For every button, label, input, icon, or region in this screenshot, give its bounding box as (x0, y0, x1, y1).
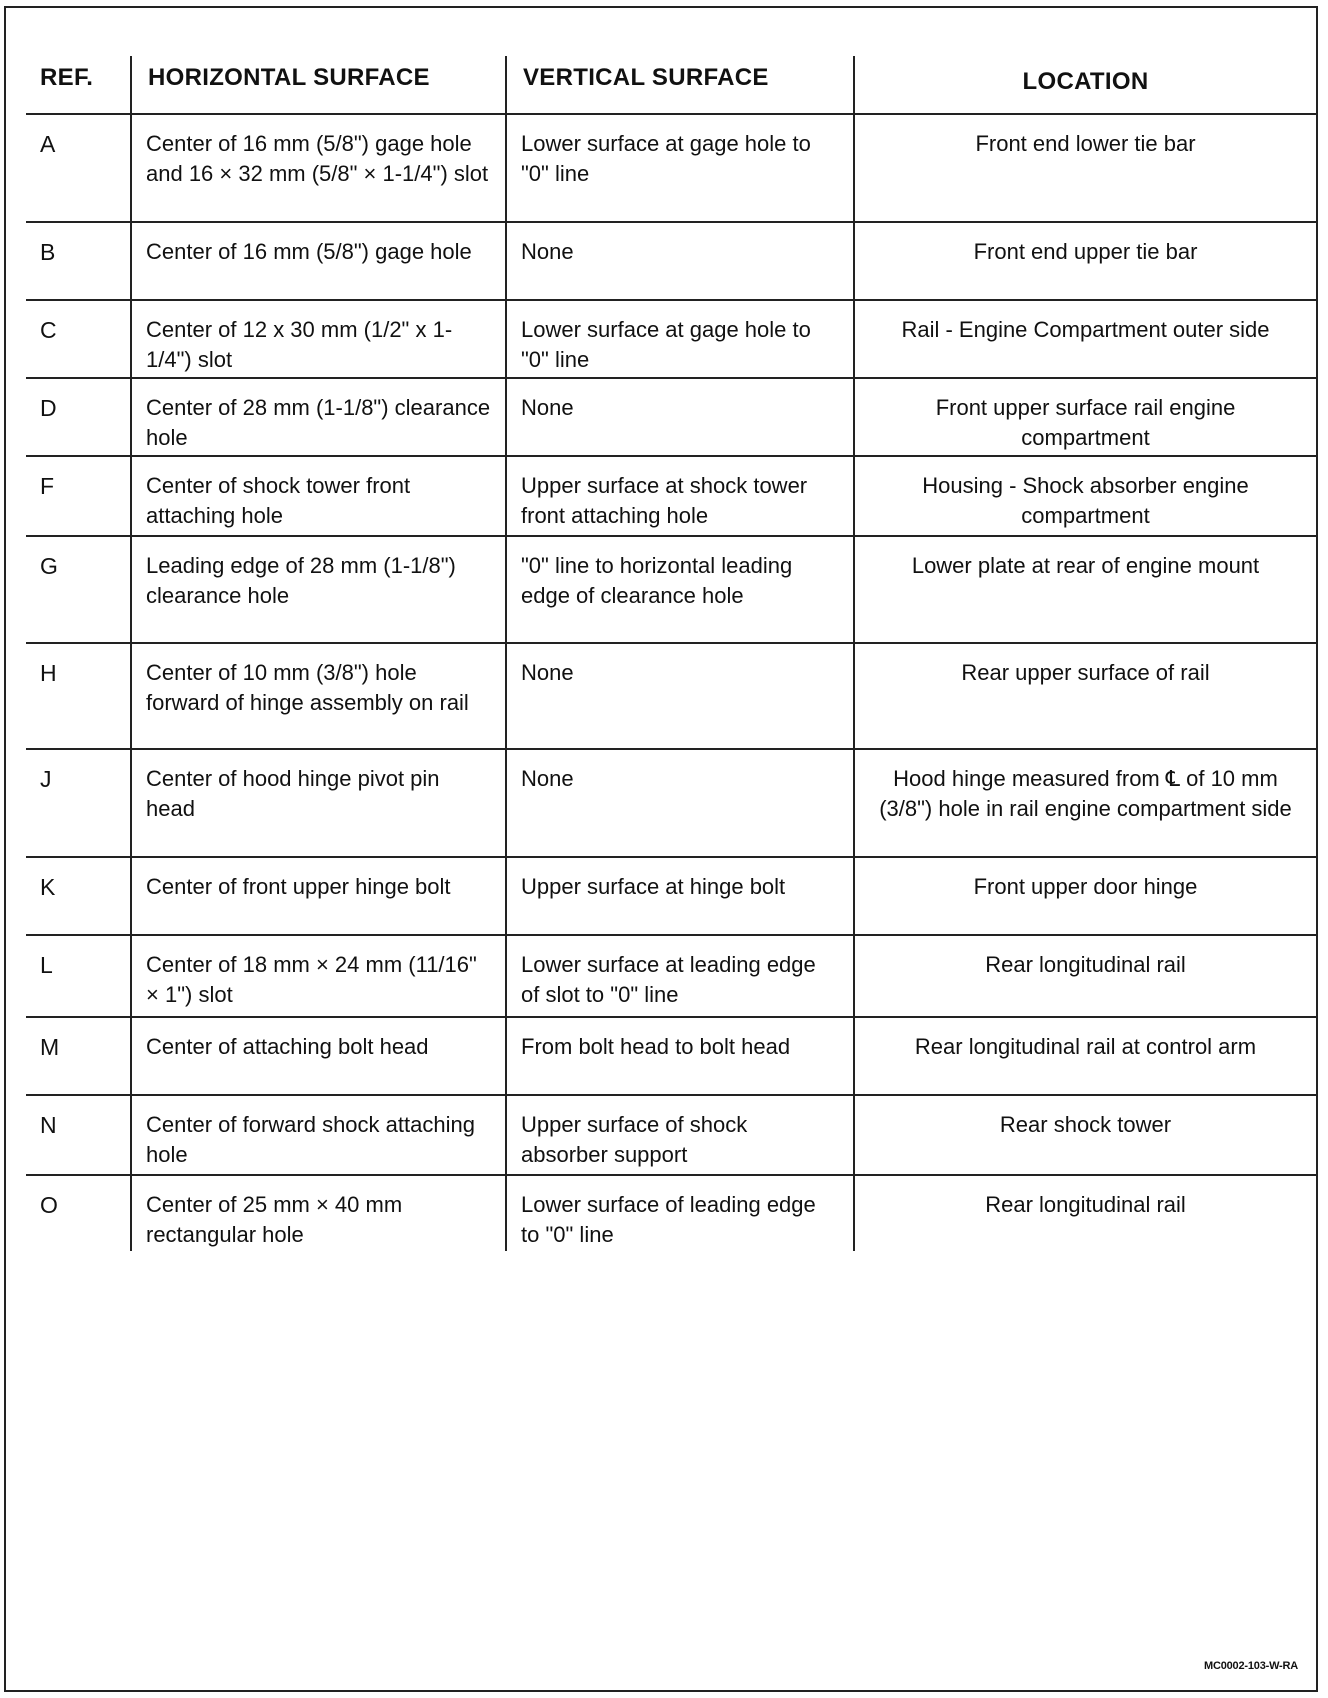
table-row (26, 222, 1316, 300)
table-row (26, 749, 1316, 857)
location-cell: Front upper surface rail engine compartment (854, 378, 1316, 456)
ref-cell: B (26, 222, 131, 300)
ref-cell: F (26, 456, 131, 536)
ref-cell: O (40, 1192, 58, 1218)
vertical-surface-cell: Lower surface at leading edge of slot to "0" line (506, 935, 854, 1017)
vertical-surface-cell: Upper surface at shock tower front attaching hole (506, 456, 854, 536)
vertical-surface-cell: None (506, 643, 854, 749)
table-row (26, 536, 1316, 643)
location-cell: Rear upper surface of rail (854, 643, 1316, 749)
header-row (26, 56, 1316, 114)
header-vertical: VERTICAL SURFACE (506, 56, 854, 114)
horizontal-surface-cell: Center of 16 mm (5/8") gage hole and 16 × 32 mm (5/8" × 1-1/4") slot (131, 114, 506, 222)
horizontal-surface-cell: Center of 28 mm (1-1/8") clearance hole (131, 378, 506, 456)
table-row (26, 456, 1316, 536)
header-horizontal: HORIZONTAL SURFACE (131, 56, 506, 114)
vertical-surface-cell: "0" line to horizontal leading edge of clearance hole (506, 536, 854, 643)
measurement-table (26, 56, 1316, 1251)
ref-cell: D (26, 378, 131, 456)
vertical-surface-cell: Lower surface at gage hole to "0" line (506, 114, 854, 222)
table-row (26, 1017, 1316, 1095)
vertical-surface-cell: None (506, 222, 854, 300)
location-cell: Front end upper tie bar (854, 222, 1316, 300)
table-row (26, 935, 1316, 1017)
location-cell: Front end lower tie bar (854, 114, 1316, 222)
ref-cell: K (26, 857, 131, 935)
horizontal-surface-cell: Center of hood hinge pivot pin head (131, 749, 506, 857)
location-cell: Hood hinge measured from ℄ of 10 mm (3/8") hole in rail engine compartment side (854, 749, 1316, 857)
horizontal-surface-cell: Center of forward shock attaching hole (131, 1095, 506, 1175)
table-row (26, 857, 1316, 935)
location-cell: Rear longitudinal rail (854, 935, 1316, 1017)
table-row (26, 114, 1316, 222)
figure-code: MC0002-103-W-RA (1204, 1660, 1298, 1672)
horizontal-surface-cell: Center of attaching bolt head (131, 1017, 506, 1095)
horizontal-surface-cell: Center of shock tower front attaching hole (131, 456, 506, 536)
location-cell: Rear longitudinal rail (854, 1175, 1316, 1251)
header-ref: REF. (26, 56, 131, 114)
vertical-surface-cell: Lower surface of leading edge to "0" line (506, 1175, 854, 1251)
location-cell: Rear shock tower (854, 1095, 1316, 1175)
table-row (26, 1095, 1316, 1175)
ref-cell: C (26, 300, 131, 378)
horizontal-surface-cell: Center of 18 mm × 24 mm (11/16" × 1") slot (131, 935, 506, 1017)
vertical-surface-cell: Upper surface at hinge bolt (506, 857, 854, 935)
table-row (26, 378, 1316, 456)
vertical-surface-cell: None (506, 749, 854, 857)
vertical-surface-cell: Lower surface at gage hole to "0" line (506, 300, 854, 378)
horizontal-surface-cell: Center of 25 mm × 40 mm rectangular hole (131, 1175, 506, 1251)
horizontal-surface-cell: Leading edge of 28 mm (1-1/8") clearance hole (131, 536, 506, 643)
ref-cell: N (26, 1095, 131, 1175)
vertical-surface-cell: From bolt head to bolt head (506, 1017, 854, 1095)
table-body (26, 114, 1316, 1251)
location-cell: Front upper door hinge (854, 857, 1316, 935)
location-cell: Rear longitudinal rail at control arm (854, 1017, 1316, 1095)
ref-cell: L (26, 935, 131, 1017)
horizontal-surface-cell: Center of 12 x 30 mm (1/2" x 1-1/4") slot (131, 300, 506, 378)
header-location: LOCATION (854, 56, 1316, 114)
ref-cell: H (26, 643, 131, 749)
vertical-surface-cell: Upper surface of shock absorber support (506, 1095, 854, 1175)
table-row (26, 1175, 1316, 1251)
vertical-surface-cell: None (506, 378, 854, 456)
horizontal-surface-cell: Center of 16 mm (5/8") gage hole (131, 222, 506, 300)
location-cell: Rail - Engine Compartment outer side (854, 300, 1316, 378)
ref-cell: A (26, 114, 131, 222)
location-cell: Lower plate at rear of engine mount (854, 536, 1316, 643)
table-row (26, 300, 1316, 378)
ref-cell: G (26, 536, 131, 643)
table-row (26, 643, 1316, 749)
ref-cell: M (26, 1017, 131, 1095)
horizontal-surface-cell: Center of 10 mm (3/8") hole forward of hinge assembly on rail (131, 643, 506, 749)
ref-cell: J (26, 749, 131, 857)
horizontal-surface-cell: Center of front upper hinge bolt (131, 857, 506, 935)
location-cell: Housing - Shock absorber engine compartment (854, 456, 1316, 536)
